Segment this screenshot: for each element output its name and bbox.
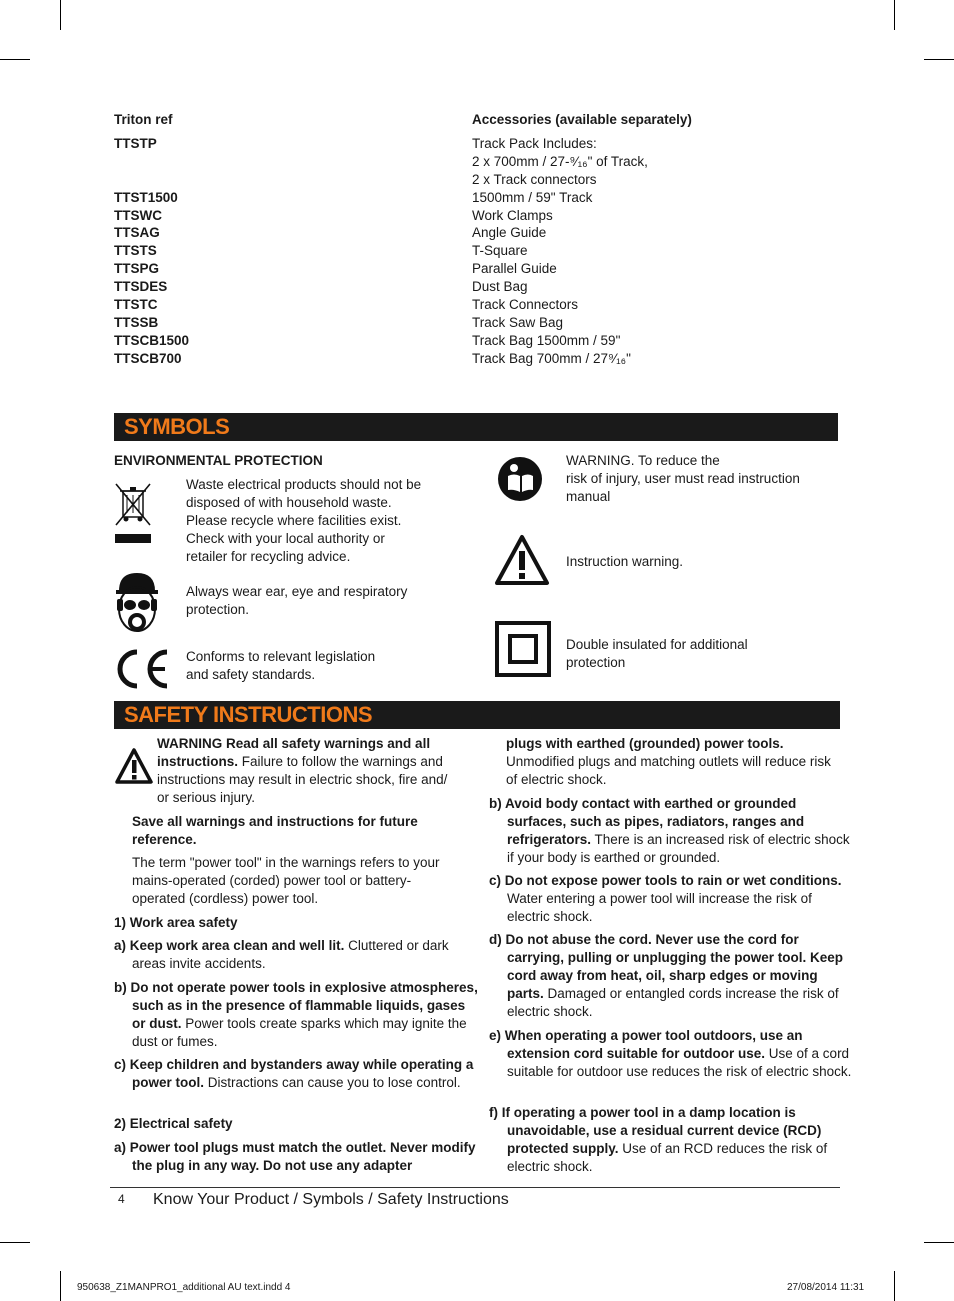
manual-text (566, 452, 800, 506)
section-electrical: 2) Electrical safety (114, 1116, 233, 1131)
footer-rule (110, 1187, 840, 1188)
accessory-desc: 1500mm / 59" Track (472, 190, 593, 205)
slug-date: 27/08/2014 11:31 (787, 1282, 865, 1293)
rule-bold: c) Do not expose power tools to rain or wet conditions. (489, 873, 842, 888)
accessory-desc: Track Connectors (472, 297, 579, 312)
manual-text-line: risk of injury, user must read instruction (566, 471, 800, 486)
accessory-ref: TTST1500 (114, 190, 178, 205)
crop-mark (60, 0, 61, 30)
accessory-desc: Dust Bag (472, 279, 528, 294)
rule-bold: b) Do not operate power tools in explosive atmospheres, such as in the presence of flammable liquids, gases or dust. (114, 980, 478, 1031)
ce-mark-icon (113, 647, 173, 691)
env-text (186, 476, 421, 566)
crop-mark (924, 59, 954, 60)
rule-rest: Use of an RCD reduces the risk of electric shock. (507, 1141, 828, 1174)
double-insulated-icon (495, 621, 551, 677)
footer-title: Know Your Product / Symbols / Safety Instructions (153, 1191, 509, 1208)
rule-rest: There is an increased risk of electric shock if your body is earthed or grounded. (507, 832, 850, 865)
rule-bold: d) Do not abuse the cord. Never use the cord for carrying, pulling or unplugging the power tool. Keep cord away from heat, oil, sharp edges or moving parts. (489, 932, 843, 1001)
slug-filename: 950638_Z1MANPRO1_additional AU text.indd 4 (77, 1282, 291, 1293)
rule-1a (114, 937, 482, 973)
rule-2d (489, 931, 852, 1021)
env-protection-title: ENVIRONMENTAL PROTECTION (114, 453, 323, 468)
rule-rest: Water entering a power tool will increase the risk of electric shock. (507, 891, 812, 924)
rule-bold: f) If operating a power tool in a damp location is unavoidable, use a residual current device (RCD) protected supply. (489, 1105, 822, 1156)
power-tool-term: The term "power tool" in the warnings refers to your mains-operated (corded) power tool or battery-operated (cordless) power tool. (132, 855, 440, 906)
rule-rest: Power tools create sparks which may ignite the dust or fumes. (132, 1016, 467, 1049)
ce-text-line: Conforms to relevant legislation (186, 649, 376, 664)
rule-bold: c) Keep children and bystanders away while operating a power tool. (114, 1057, 474, 1090)
weee-bin-icon (113, 481, 153, 545)
rule-1c (114, 1056, 482, 1092)
accessory-desc: Track Bag 700mm / 27⁹⁄₁₆" (472, 351, 631, 366)
accessory-desc: Angle Guide (472, 225, 547, 240)
rule-rest: Unmodified plugs and matching outlets will reduce risk of electric shock. (506, 754, 831, 787)
col-header-ref: Triton ref (114, 112, 173, 127)
double-text-line: Double insulated for additional (566, 637, 748, 652)
accessory-desc: Track Saw Bag (472, 315, 564, 330)
ppe-text-line: Always wear ear, eye and respiratory (186, 584, 408, 599)
accessory-ref: TTSTC (114, 297, 158, 312)
crop-mark (0, 59, 30, 60)
rule-2b (489, 795, 852, 867)
warning-triangle-icon (494, 534, 550, 586)
rule-rest: Use of a cord suitable for outdoor use reduces the risk of electric shock. (507, 1046, 852, 1079)
crop-mark (0, 1242, 30, 1243)
rule-rest: Cluttered or dark areas invite accidents. (132, 938, 449, 971)
double-text-line: protection (566, 655, 626, 670)
accessory-desc: Work Clamps (472, 208, 553, 223)
safety-heading-bar (114, 701, 840, 729)
accessory-desc: Parallel Guide (472, 261, 557, 276)
rule-2a-part2 (506, 735, 838, 789)
ce-text-line: and safety standards. (186, 667, 316, 682)
accessory-desc: Track Bag 1500mm / 59" (472, 333, 621, 348)
rule-rest: Distractions can cause you to lose control. (204, 1075, 461, 1090)
rule-bold: plugs with earthed (grounded) power tools. (506, 736, 784, 751)
symbols-heading: SYMBOLS (124, 414, 230, 439)
accessory-ref: TTSAG (114, 225, 160, 240)
rule-2e (489, 1027, 852, 1081)
warning-intro-rest: Failure to follow the warnings and instructions may result in electric shock, fire and/ or serious injury. (157, 754, 448, 805)
crop-mark (60, 1271, 61, 1301)
accessory-desc: Track Pack Includes: (472, 136, 597, 151)
ppe-head-icon (113, 569, 161, 635)
manual-text-line: manual (566, 489, 611, 504)
accessory-ref: TTSTP (114, 136, 157, 151)
ppe-text (186, 583, 407, 619)
accessory-ref: TTSWC (114, 208, 162, 223)
crop-mark (894, 0, 895, 30)
ppe-text-line: protection. (186, 602, 250, 617)
rule-1b (114, 979, 482, 1051)
rule-bold: b) Avoid body contact with earthed or grounded surfaces, such as pipes, radiators, ranges and refrigerators. (489, 796, 805, 847)
read-manual-icon (497, 456, 543, 502)
crop-mark (924, 1242, 954, 1243)
accessory-desc: 2 x 700mm / 27-⁹⁄₁₆" of Track, (472, 154, 648, 169)
symbols-heading-bar (114, 413, 838, 441)
warning-intro-bold: WARNING Read all safety warnings and all instructions. (157, 736, 431, 769)
env-text-line: retailer for recycling advice. (186, 549, 351, 564)
section-work-area: 1) Work area safety (114, 915, 238, 930)
accessory-ref: TTSCB1500 (114, 333, 190, 348)
rule-bold: e) When operating a power tool outdoors, use an extension cord suitable for outdoor use. (489, 1028, 803, 1061)
rule-2a-part1: a) Power tool plugs must match the outlet. Never modify the plug in any way. Do not use any adapter (114, 1140, 476, 1173)
crop-mark (894, 1271, 895, 1301)
safety-heading: SAFETY INSTRUCTIONS (124, 702, 373, 727)
accessory-ref: TTSCB700 (114, 351, 182, 366)
accessory-ref: TTSDES (114, 279, 168, 294)
accessory-desc: T-Square (472, 243, 528, 258)
env-text-line: Waste electrical products should not be (186, 477, 422, 492)
warning-triangle-icon (114, 747, 154, 785)
warning-intro (157, 735, 457, 807)
accessory-ref: TTSSB (114, 315, 159, 330)
rule-2c (489, 872, 852, 926)
env-text-line: Check with your local authority or (186, 531, 385, 546)
accessory-desc: 2 x Track connectors (472, 172, 597, 187)
ce-text (186, 648, 375, 684)
double-insulated-text (566, 636, 748, 672)
env-text-line: Please recycle where facilities exist. (186, 513, 402, 528)
manual-text-line: WARNING. To reduce the (566, 453, 720, 468)
accessory-ref: TTSPG (114, 261, 160, 276)
rule-rest: Damaged or entangled cords increase the risk of electric shock. (507, 986, 839, 1019)
env-text-line: disposed of with household waste. (186, 495, 392, 510)
rule-2f (489, 1104, 852, 1176)
col-header-accessories: Accessories (available separately) (472, 112, 692, 127)
instruction-warning-text: Instruction warning. (566, 554, 684, 569)
accessory-ref: TTSTS (114, 243, 157, 258)
rule-bold: a) Keep work area clean and well lit. (114, 938, 345, 953)
save-instructions-note: Save all warnings and instructions for future reference. (132, 814, 418, 847)
page-number: 4 (118, 1192, 125, 1206)
